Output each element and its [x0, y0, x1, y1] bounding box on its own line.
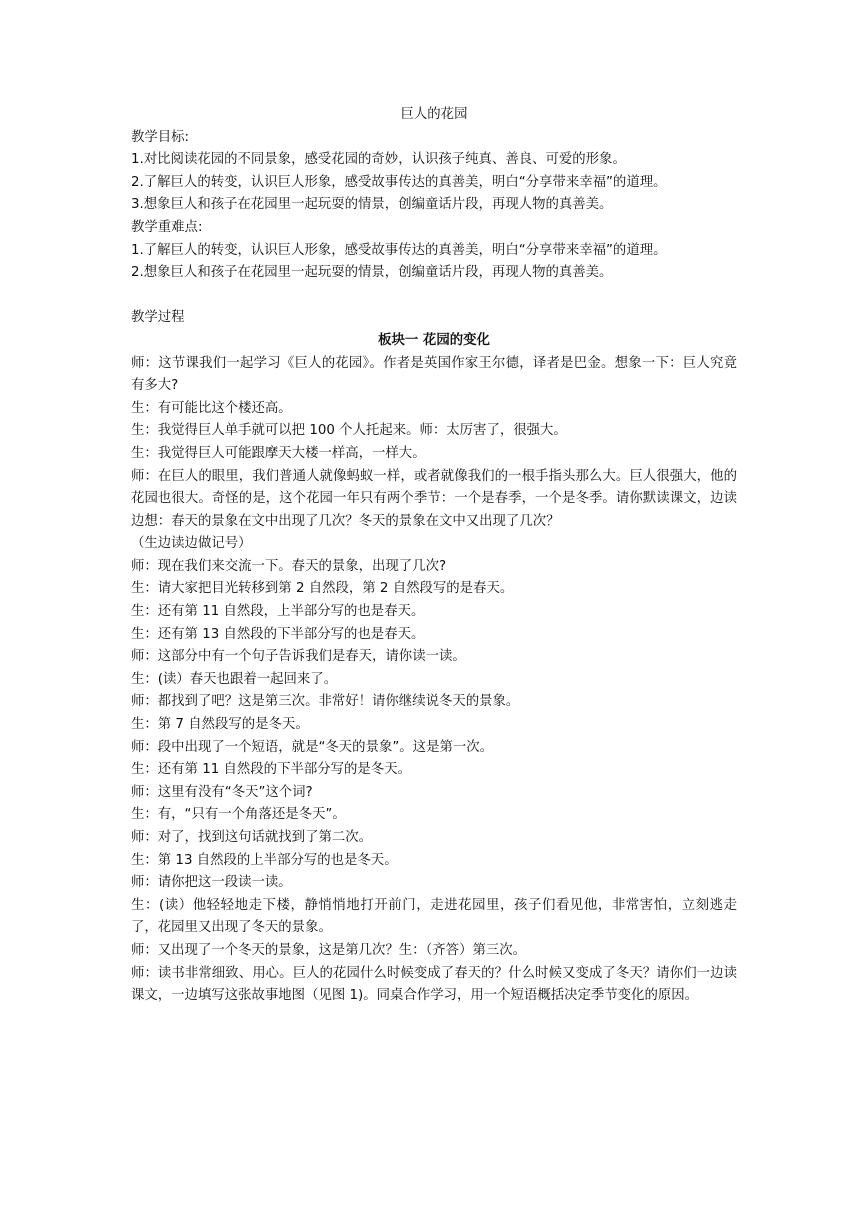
dialogue-paragraph: 师：现在我们来交流一下。春天的景象，出现了几次? — [131, 558, 447, 574]
dialogue-paragraph: 生：还有第 13 自然段的下半部分写的也是春天。 — [131, 626, 425, 642]
document-title: 巨人的花园 — [400, 107, 468, 122]
section-heading: 板块一 花园的变化 — [378, 332, 490, 348]
dialogue-paragraph: 师：段中出现了一个短语，就是“冬天的景象”。这是第一次。 — [131, 739, 494, 755]
dialogue-paragraph: 生：还有第 11 自然段的下半部分写的是冬天。 — [131, 762, 411, 778]
dialogue-paragraph: 生：还有第 11 自然段，上半部分写的也是春天。 — [131, 604, 425, 620]
dialogue-paragraph: 师：读书非常细致、用心。巨人的花园什么时候变成了春天的？什么时候又变成了冬天？请你们一边读课文，一边填写这张故事地图（见图 1)。同桌合作学习，用一个短语概括决定季节变化的原因。 — [131, 965, 737, 1004]
dialogue-paragraph: 生：第 13 自然段的上半部分写的也是冬天。 — [131, 852, 398, 868]
key-point-item: 1.了解巨人的转变，认识巨人形象，感受故事传达的真善美，明白“分享带来幸福”的道理。 — [131, 242, 667, 258]
dialogue-paragraph: 师：又出现了一个冬天的景象，这是第几次？生：（齐答）第三次。 — [131, 942, 527, 958]
dialogue-paragraph: 师：这部分中有一个句子告诉我们是春天，请你读一读。 — [131, 649, 466, 665]
dialogue-paragraph: 生：有，“只有一个角落还是冬天”。 — [131, 807, 346, 823]
key-point-item: 2.想象巨人和孩子在花园里一起玩耍的情景，创编童话片段，再现人物的真善美。 — [131, 265, 613, 281]
objectives-heading: 教学目标: — [131, 129, 190, 145]
dialogue-paragraph: 师：都找到了吧？这是第三次。非常好！请你继续说冬天的景象。 — [131, 694, 520, 710]
process-heading: 教学过程 — [131, 310, 185, 326]
dialogue-paragraph: （生边读边做记号） — [131, 536, 252, 552]
dialogue-paragraph: 生：请大家把目光转移到第 2 自然段，第 2 自然段写的是春天。 — [131, 581, 514, 597]
objective-item: 1.对比阅读花园的不同景象，感受花园的奇妙，认识孩子纯真、善良、可爱的形象。 — [131, 152, 626, 168]
dialogue-paragraph: 师：这里有没有“冬天”这个词? — [131, 784, 313, 800]
objective-item: 3.想象巨人和孩子在花园里一起玩耍的情景，创编童话片段，再现人物的真善美。 — [131, 197, 613, 213]
dialogue-paragraph: 生：我觉得巨人可能跟摩天大楼一样高，一样大。 — [131, 445, 426, 461]
dialogue-paragraph: 生：(读）他轻轻地走下楼，静悄悄地打开前门，走进花园里，孩子们看见他，非常害怕，立刻逃走了，花园里又出现了冬天的景象。 — [131, 897, 737, 936]
dialogue-paragraph: 师：这节课我们一起学习《巨人的花园》。作者是英国作家王尔德，译者是巴金。想象一下：巨人究竟有多大? — [131, 355, 737, 394]
dialogue-paragraph: 生：我觉得巨人单手就可以把 100 个人托起来。师：太厉害了，很强大。 — [131, 423, 567, 439]
dialogue-paragraph: 生：有可能比这个楼还高。 — [131, 400, 292, 416]
dialogue-paragraph: 生：第 7 自然段写的是冬天。 — [131, 717, 309, 733]
dialogue-paragraph: 生：(读）春天也跟着一起回来了。 — [131, 671, 338, 687]
blank-line — [131, 285, 737, 308]
dialogue-paragraph: 师：对了，找到这句话就找到了第二次。 — [131, 830, 373, 845]
document-body — [131, 104, 737, 1008]
dialogue-paragraph: 师：请你把这一段读一读。 — [131, 875, 292, 891]
dialogue-paragraph: 师：在巨人的眼里，我们普通人就像蚂蚁一样，或者就像我们的一根手指头那么大。巨人很强大，他的花园也很大。奇怪的是，这个花园一年只有两个季节：一个是春季，一个是冬季。请你默读课文，边读边想：春天的景象在文中出现了几次？冬天的景象在文中又出现了几次？ — [131, 468, 737, 529]
key-points-heading: 教学重难点: — [131, 219, 203, 235]
objective-item: 2.了解巨人的转变，认识巨人形象，感受故事传达的真善美，明白“分享带来幸福”的道理。 — [131, 174, 667, 190]
